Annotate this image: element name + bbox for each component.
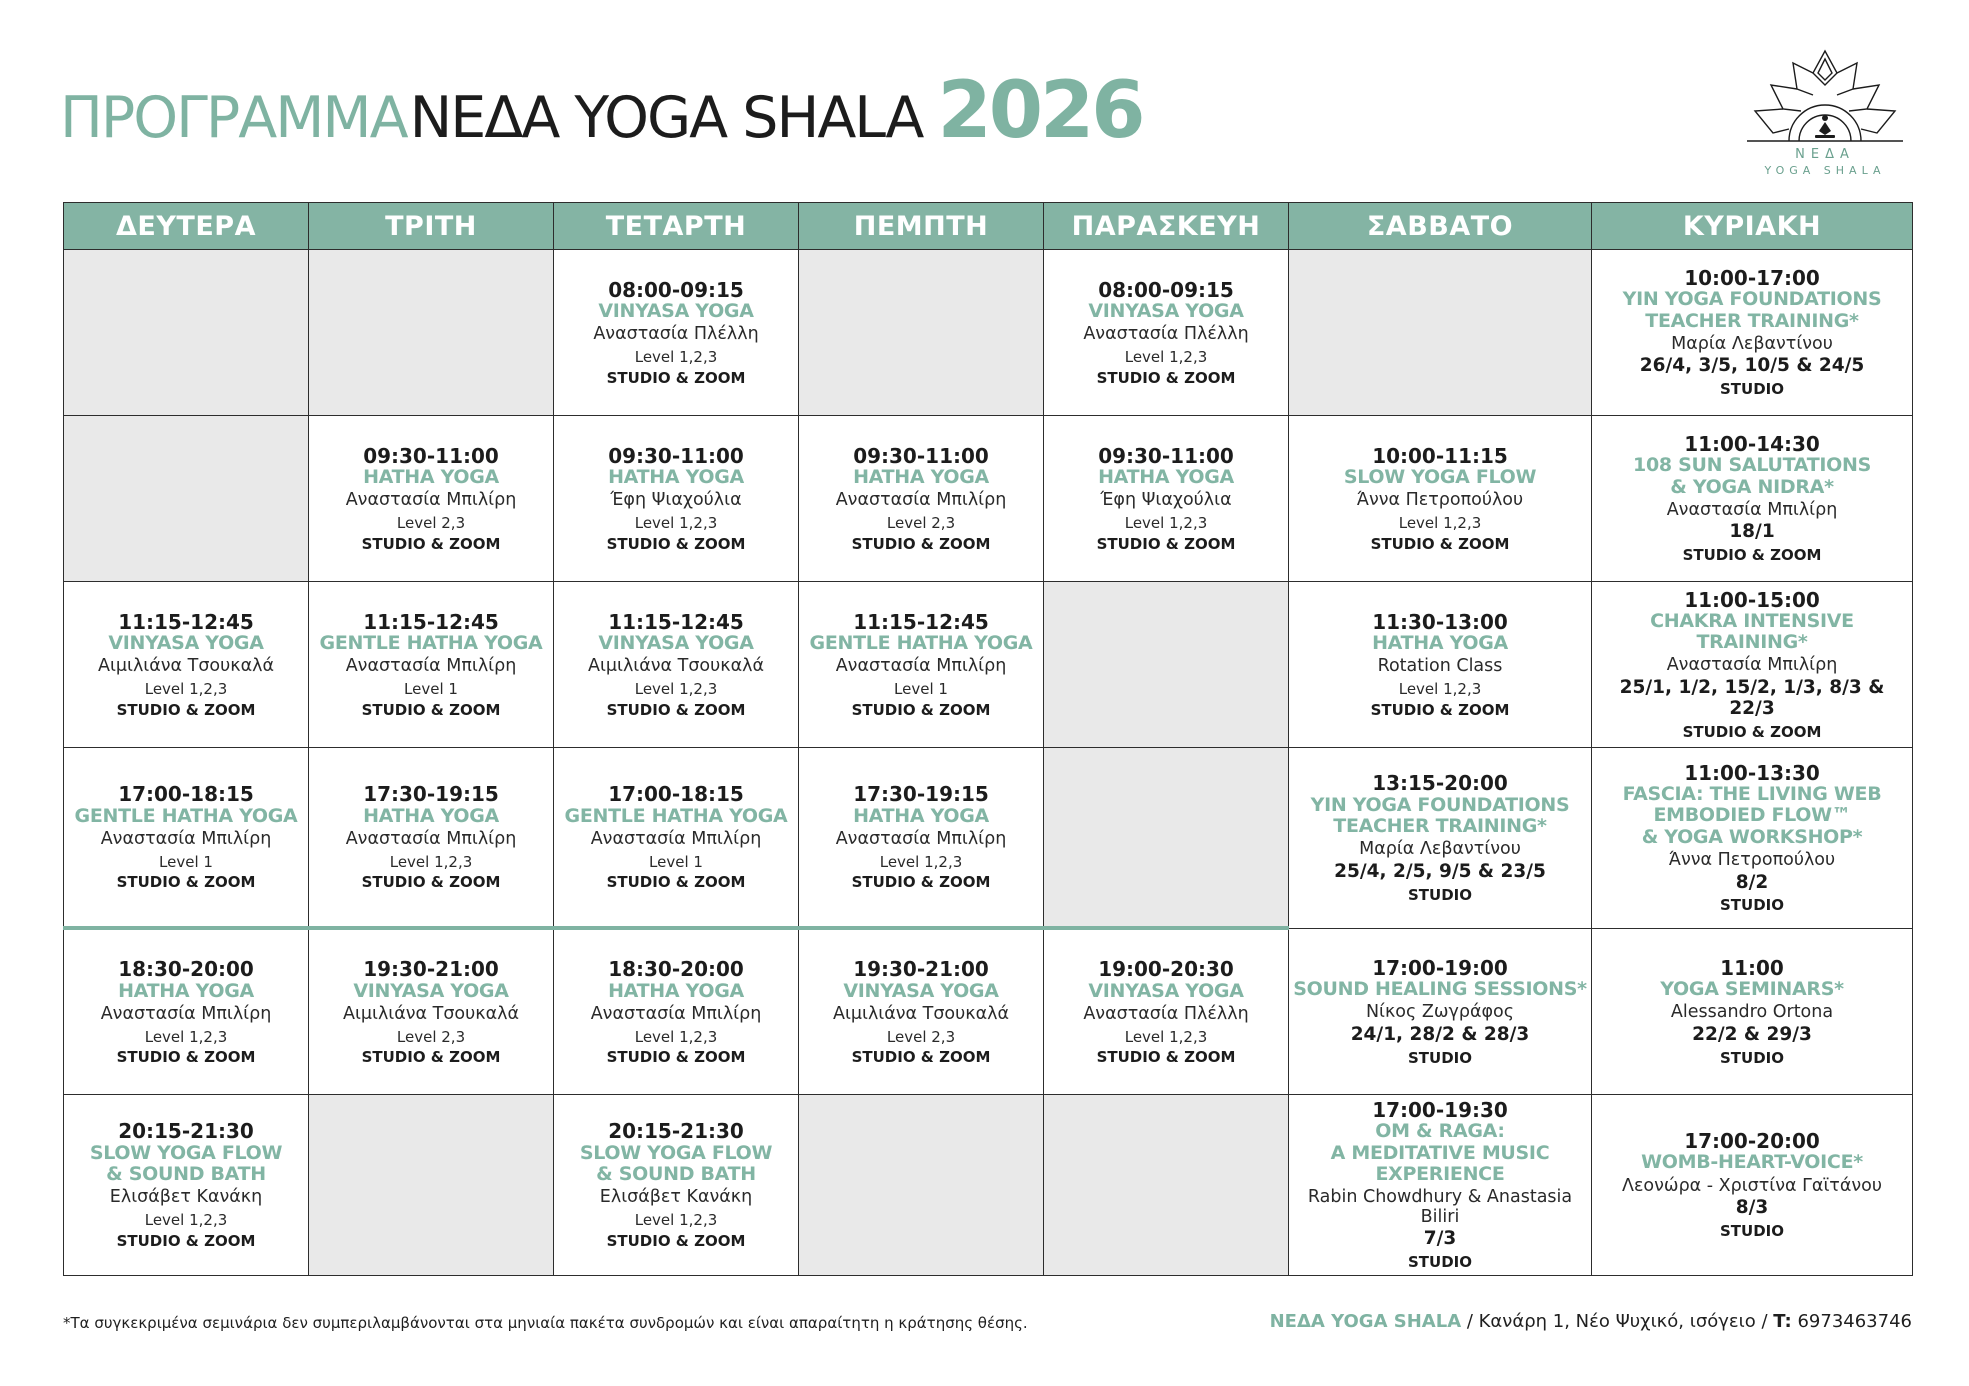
- class-name: HATHA YOGA: [853, 465, 989, 488]
- class-level: Level 1,2,3: [144, 1210, 228, 1229]
- empty-slot-monday: [64, 415, 309, 581]
- class-name: 108 SUN SALUTATIONS & YOGA NIDRA*: [1633, 454, 1871, 498]
- class-time: 18:30-20:00: [118, 957, 254, 982]
- class-teacher: Αναστασία Μπιλίρη: [835, 828, 1007, 849]
- class-time: 17:00-18:15: [608, 782, 744, 807]
- class-teacher: Αιμιλιάνα Τσουκαλά: [98, 656, 274, 677]
- class-teacher: Νίκος Ζωγράφος: [1365, 1002, 1515, 1023]
- class-location: STUDIO & ZOOM: [116, 700, 256, 719]
- class-name: OM & RAGA: A MEDITATIVE MUSIC EXPERIENCE: [1330, 1120, 1550, 1185]
- class-dates: 8/3: [1735, 1197, 1769, 1219]
- class-location: STUDIO: [1720, 380, 1784, 399]
- class-time: 08:00-09:15: [608, 277, 744, 302]
- class-time: 09:30-11:00: [363, 443, 499, 468]
- class-name: SLOW YOGA FLOW & SOUND BATH: [89, 1141, 283, 1186]
- title-part2: ΝΕΔΑ YOGA SHALA: [409, 85, 923, 151]
- class-time: 08:00-09:15: [1098, 277, 1234, 302]
- class-time: 11:15-12:45: [118, 609, 254, 634]
- class-teacher: Αναστασία Πλέλλη: [1083, 1003, 1249, 1024]
- class-name: GENTLE HATHA YOGA: [74, 804, 298, 827]
- class-level: Level 1: [649, 852, 703, 871]
- class-name: YOGA SEMINARS*: [1660, 977, 1844, 1000]
- class-slot-sunday: [1592, 415, 1913, 581]
- class-slot-tuesday: [309, 415, 554, 581]
- class-level: Level 1,2,3: [1124, 347, 1208, 366]
- class-teacher: Έφη Ψιαχούλια: [610, 490, 742, 511]
- class-time: 17:30-19:15: [363, 782, 499, 807]
- class-teacher: Αναστασία Μπιλίρη: [590, 828, 762, 849]
- class-name: GENTLE HATHA YOGA: [564, 804, 788, 827]
- class-dates: 26/4, 3/5, 10/5 & 24/5: [1639, 355, 1865, 377]
- class-name: HATHA YOGA: [363, 465, 499, 488]
- class-location: STUDIO & ZOOM: [851, 534, 991, 553]
- class-level: Level 1: [404, 679, 458, 698]
- class-teacher: Ελισάβετ Κανάκη: [109, 1187, 263, 1208]
- empty-slot-tuesday: [309, 250, 554, 416]
- class-location: STUDIO & ZOOM: [361, 873, 501, 892]
- class-teacher: Μαρία Λεβαντίνου: [1359, 839, 1521, 860]
- day-header-monday: ΔΕΥΤΕΡΑ: [64, 203, 309, 250]
- class-slot-wednesday: [554, 250, 799, 416]
- schedule-row: [64, 250, 1913, 416]
- class-location: STUDIO & ZOOM: [1096, 1048, 1236, 1067]
- class-name: HATHA YOGA: [1372, 631, 1508, 654]
- class-teacher: Αναστασία Πλέλλη: [593, 324, 759, 345]
- class-time: 18:30-20:00: [608, 957, 744, 982]
- class-time: 09:30-11:00: [1098, 443, 1234, 468]
- class-name: GENTLE HATHA YOGA: [319, 631, 543, 654]
- class-time: 09:30-11:00: [853, 443, 989, 468]
- class-teacher: Μαρία Λεβαντίνου: [1671, 333, 1833, 354]
- schedule-row: [64, 1094, 1913, 1275]
- class-name: VINYASA YOGA: [108, 631, 264, 654]
- title-year: 2026: [937, 66, 1143, 156]
- class-time: 13:15-20:00: [1372, 771, 1508, 796]
- class-location: STUDIO & ZOOM: [606, 1048, 746, 1067]
- class-teacher: Αναστασία Μπιλίρη: [345, 490, 517, 511]
- footer-address: / Κανάρη 1, Νέο Ψυχικό, ισόγειο /: [1461, 1311, 1774, 1332]
- class-slot-wednesday: [554, 415, 799, 581]
- class-level: Level 1,2,3: [634, 1027, 718, 1046]
- class-slot-wednesday: [554, 747, 799, 928]
- class-time: 19:30-21:00: [853, 957, 989, 982]
- class-time: 11:15-12:45: [608, 609, 744, 634]
- class-location: STUDIO & ZOOM: [606, 368, 746, 387]
- footer-phone: 6973463746: [1791, 1311, 1912, 1332]
- class-name: VINYASA YOGA: [598, 631, 754, 654]
- class-teacher: Λεονώρα - Χριστίνα Γαϊτάνου: [1622, 1175, 1882, 1196]
- class-location: STUDIO & ZOOM: [1370, 700, 1510, 719]
- class-name: HATHA YOGA: [1098, 465, 1234, 488]
- class-teacher: Αναστασία Μπιλίρη: [835, 656, 1007, 677]
- class-slot-saturday: [1289, 1094, 1592, 1275]
- class-time: 11:15-12:45: [363, 609, 499, 634]
- class-location: STUDIO & ZOOM: [116, 1231, 256, 1250]
- day-header-thursday: ΠΕΜΠΤΗ: [799, 203, 1044, 250]
- header-row: [64, 203, 1913, 250]
- class-name: YIN YOGA FOUNDATIONS TEACHER TRAINING*: [1622, 288, 1882, 332]
- mandala-lotus-icon: [1745, 45, 1905, 145]
- class-slot-saturday: [1289, 581, 1592, 747]
- class-dates: 24/1, 28/2 & 28/3: [1350, 1023, 1530, 1045]
- empty-slot-friday: [1044, 1094, 1289, 1275]
- class-location: STUDIO & ZOOM: [361, 534, 501, 553]
- day-header-sunday: ΚΥΡΙΑΚΗ: [1592, 203, 1913, 250]
- class-teacher: Αναστασία Μπιλίρη: [590, 1003, 762, 1024]
- empty-slot-monday: [64, 250, 309, 416]
- class-name: YIN YOGA FOUNDATIONS TEACHER TRAINING*: [1310, 793, 1570, 838]
- title-part1: ΠΡΟΓΡΑΜΜΑ: [60, 85, 407, 151]
- class-slot-friday: [1044, 250, 1289, 416]
- class-teacher: Αναστασία Μπιλίρη: [100, 828, 272, 849]
- class-slot-monday: [64, 581, 309, 747]
- class-slot-saturday: [1289, 415, 1592, 581]
- class-level: Level 1,2,3: [634, 513, 718, 532]
- class-time: 20:15-21:30: [118, 1119, 254, 1144]
- class-location: STUDIO & ZOOM: [1682, 722, 1822, 741]
- class-name: HATHA YOGA: [608, 979, 744, 1002]
- class-name: HATHA YOGA: [608, 465, 744, 488]
- schedule-table: [63, 202, 1913, 1276]
- class-teacher: Αναστασία Μπιλίρη: [1666, 499, 1838, 520]
- class-time: 11:00-13:30: [1684, 760, 1820, 785]
- schedule-row: [64, 747, 1913, 928]
- class-slot-sunday: [1592, 250, 1913, 416]
- class-location: STUDIO: [1408, 1253, 1472, 1272]
- class-location: STUDIO & ZOOM: [606, 1231, 746, 1250]
- class-slot-saturday: [1289, 928, 1592, 1094]
- class-name: CHAKRA INTENSIVE TRAINING*: [1650, 609, 1854, 654]
- footer-contact: [1270, 1311, 1912, 1332]
- class-time: 10:00-17:00: [1684, 265, 1820, 290]
- class-slot-wednesday: [554, 581, 799, 747]
- class-slot-friday: [1044, 928, 1289, 1094]
- footnote: *Τα συγκεκριμένα σεμινάρια δεν συμπεριλαμβάνονται στα μηνιαία πακέτα συνδρομών και είναι απαραίτητη η κράτησης θέσης.: [63, 1314, 1028, 1332]
- class-level: Level 1: [894, 679, 948, 698]
- class-location: STUDIO & ZOOM: [1096, 368, 1236, 387]
- class-teacher: Αιμιλιάνα Τσουκαλά: [833, 1003, 1009, 1024]
- class-level: Level 1,2,3: [879, 852, 963, 871]
- class-level: Level 1,2,3: [1124, 513, 1208, 532]
- class-slot-friday: [1044, 415, 1289, 581]
- empty-slot-friday: [1044, 747, 1289, 928]
- class-slot-monday: [64, 747, 309, 928]
- class-slot-tuesday: [309, 928, 554, 1094]
- class-dates: 22/2 & 29/3: [1692, 1023, 1812, 1045]
- class-slot-sunday: [1592, 1094, 1913, 1275]
- empty-slot-friday: [1044, 581, 1289, 747]
- class-dates: 8/2: [1735, 871, 1769, 893]
- class-teacher: Έφη Ψιαχούλια: [1100, 490, 1232, 511]
- class-level: Level 1,2,3: [634, 1210, 718, 1229]
- class-location: STUDIO & ZOOM: [851, 700, 991, 719]
- class-level: Level 1,2,3: [144, 679, 228, 698]
- class-teacher: Αναστασία Πλέλλη: [1083, 324, 1249, 345]
- empty-slot-thursday: [799, 250, 1044, 416]
- class-location: STUDIO & ZOOM: [851, 1048, 991, 1067]
- class-time: 17:00-19:30: [1372, 1098, 1508, 1123]
- class-teacher: Αιμιλιάνα Τσουκαλά: [343, 1003, 519, 1024]
- class-location: STUDIO & ZOOM: [116, 1048, 256, 1067]
- schedule-row: [64, 415, 1913, 581]
- class-location: STUDIO & ZOOM: [1682, 546, 1822, 565]
- class-teacher: Άννα Πετροπούλου: [1668, 849, 1836, 870]
- class-location: STUDIO & ZOOM: [361, 700, 501, 719]
- class-name: SLOW YOGA FLOW & SOUND BATH: [579, 1141, 773, 1186]
- day-header-friday: ΠΑΡΑΣΚΕΥΗ: [1044, 203, 1289, 250]
- class-name: HATHA YOGA: [853, 804, 989, 827]
- class-level: Level 1,2,3: [1398, 513, 1482, 532]
- class-location: STUDIO & ZOOM: [1370, 534, 1510, 553]
- class-teacher: Rotation Class: [1377, 656, 1503, 677]
- class-time: 17:00-18:15: [118, 782, 254, 807]
- class-level: Level 1,2,3: [634, 347, 718, 366]
- empty-slot-saturday: [1289, 250, 1592, 416]
- class-location: STUDIO: [1408, 1048, 1472, 1067]
- class-slot-sunday: [1592, 928, 1913, 1094]
- class-location: STUDIO: [1720, 896, 1784, 915]
- logo-subtitle: YOGA SHALA: [1764, 164, 1886, 177]
- class-location: STUDIO & ZOOM: [606, 700, 746, 719]
- class-dates: 25/4, 2/5, 9/5 & 23/5: [1334, 860, 1546, 882]
- class-level: Level 1,2,3: [634, 679, 718, 698]
- class-level: Level 1,2,3: [1398, 679, 1482, 698]
- class-location: STUDIO & ZOOM: [606, 873, 746, 892]
- class-level: Level 1,2,3: [1124, 1027, 1208, 1046]
- empty-slot-thursday: [799, 1094, 1044, 1275]
- class-location: STUDIO: [1720, 1222, 1784, 1241]
- class-dates: 18/1: [1729, 521, 1775, 543]
- class-time: 17:00-19:00: [1372, 955, 1508, 980]
- class-teacher: Αναστασία Μπιλίρη: [100, 1003, 272, 1024]
- footer-phone-label: T:: [1773, 1311, 1792, 1332]
- class-name: SOUND HEALING SESSIONS*: [1293, 977, 1587, 1000]
- class-name: VINYASA YOGA: [598, 299, 754, 322]
- day-header-wednesday: ΤΕΤΑΡΤΗ: [554, 203, 799, 250]
- class-name: HATHA YOGA: [118, 979, 254, 1002]
- class-time: 17:00-20:00: [1684, 1129, 1820, 1154]
- class-level: Level 2,3: [886, 1027, 956, 1046]
- class-dates: 7/3: [1423, 1228, 1457, 1250]
- class-slot-thursday: [799, 415, 1044, 581]
- page-title: [60, 66, 1143, 156]
- class-time: 11:30-13:00: [1372, 609, 1508, 634]
- class-location: STUDIO & ZOOM: [606, 534, 746, 553]
- class-name: FASCIA: THE LIVING WEB EMBODIED FLOW™ & YOGA WORKSHOP*: [1622, 783, 1882, 848]
- class-name: HATHA YOGA: [363, 804, 499, 827]
- class-time: 09:30-11:00: [608, 443, 744, 468]
- class-time: 19:00-20:30: [1098, 957, 1234, 982]
- class-level: Level 2,3: [396, 513, 466, 532]
- class-name: WOMB-HEART-VOICE*: [1641, 1151, 1863, 1174]
- class-slot-sunday: [1592, 581, 1913, 747]
- class-location: STUDIO: [1408, 885, 1472, 904]
- class-level: Level 1: [159, 852, 213, 871]
- logo: [1730, 45, 1920, 185]
- class-slot-tuesday: [309, 747, 554, 928]
- class-time: 11:15-12:45: [853, 609, 989, 634]
- class-teacher: Rabin Chowdhury & Anastasia Biliri: [1307, 1187, 1573, 1227]
- class-location: STUDIO & ZOOM: [361, 1048, 501, 1067]
- class-level: Level 2,3: [396, 1027, 466, 1046]
- class-time: 11:00: [1720, 955, 1784, 980]
- footer-brand: ΝΕΔΑ YOGA SHALA: [1269, 1311, 1462, 1332]
- class-teacher: Αναστασία Μπιλίρη: [345, 656, 517, 677]
- class-teacher: Alessandro Ortona: [1670, 1002, 1834, 1023]
- class-location: STUDIO & ZOOM: [851, 873, 991, 892]
- schedule-row: [64, 581, 1913, 747]
- class-name: SLOW YOGA FLOW: [1343, 465, 1537, 488]
- class-dates: 25/1, 1/2, 15/2, 1/3, 8/3 & 22/3: [1619, 677, 1885, 719]
- class-slot-monday: [64, 928, 309, 1094]
- class-slot-wednesday: [554, 928, 799, 1094]
- logo-name: ΝΕΔΑ: [1795, 147, 1855, 162]
- class-slot-wednesday: [554, 1094, 799, 1275]
- class-name: VINYASA YOGA: [353, 979, 509, 1002]
- class-slot-thursday: [799, 928, 1044, 1094]
- class-time: 11:00-15:00: [1684, 587, 1820, 612]
- class-teacher: Αναστασία Μπιλίρη: [1666, 655, 1838, 676]
- class-level: Level 1,2,3: [389, 852, 473, 871]
- class-time: 19:30-21:00: [363, 957, 499, 982]
- class-teacher: Αναστασία Μπιλίρη: [835, 490, 1007, 511]
- class-name: GENTLE HATHA YOGA: [809, 631, 1033, 654]
- day-header-saturday: ΣΑΒΒΑΤΟ: [1289, 203, 1592, 250]
- empty-slot-tuesday: [309, 1094, 554, 1275]
- class-location: STUDIO & ZOOM: [1096, 534, 1236, 553]
- class-slot-saturday: [1289, 747, 1592, 928]
- class-teacher: Άννα Πετροπούλου: [1356, 490, 1524, 511]
- class-time: 11:00-14:30: [1684, 431, 1820, 456]
- class-level: Level 2,3: [886, 513, 956, 532]
- class-teacher: Αναστασία Μπιλίρη: [345, 828, 517, 849]
- class-time: 17:30-19:15: [853, 782, 989, 807]
- class-time: 20:15-21:30: [608, 1119, 744, 1144]
- class-level: Level 1,2,3: [144, 1027, 228, 1046]
- class-slot-thursday: [799, 581, 1044, 747]
- class-teacher: Αιμιλιάνα Τσουκαλά: [588, 656, 764, 677]
- class-slot-tuesday: [309, 581, 554, 747]
- class-name: VINYASA YOGA: [843, 979, 999, 1002]
- class-location: STUDIO: [1720, 1048, 1784, 1067]
- class-name: VINYASA YOGA: [1088, 299, 1244, 322]
- schedule-row: [64, 928, 1913, 1094]
- class-slot-monday: [64, 1094, 309, 1275]
- class-location: STUDIO & ZOOM: [116, 873, 256, 892]
- class-slot-sunday: [1592, 747, 1913, 928]
- class-name: VINYASA YOGA: [1088, 979, 1244, 1002]
- class-slot-thursday: [799, 747, 1044, 928]
- class-teacher: Ελισάβετ Κανάκη: [599, 1187, 753, 1208]
- day-header-tuesday: ΤΡΙΤΗ: [309, 203, 554, 250]
- class-time: 10:00-11:15: [1372, 443, 1508, 468]
